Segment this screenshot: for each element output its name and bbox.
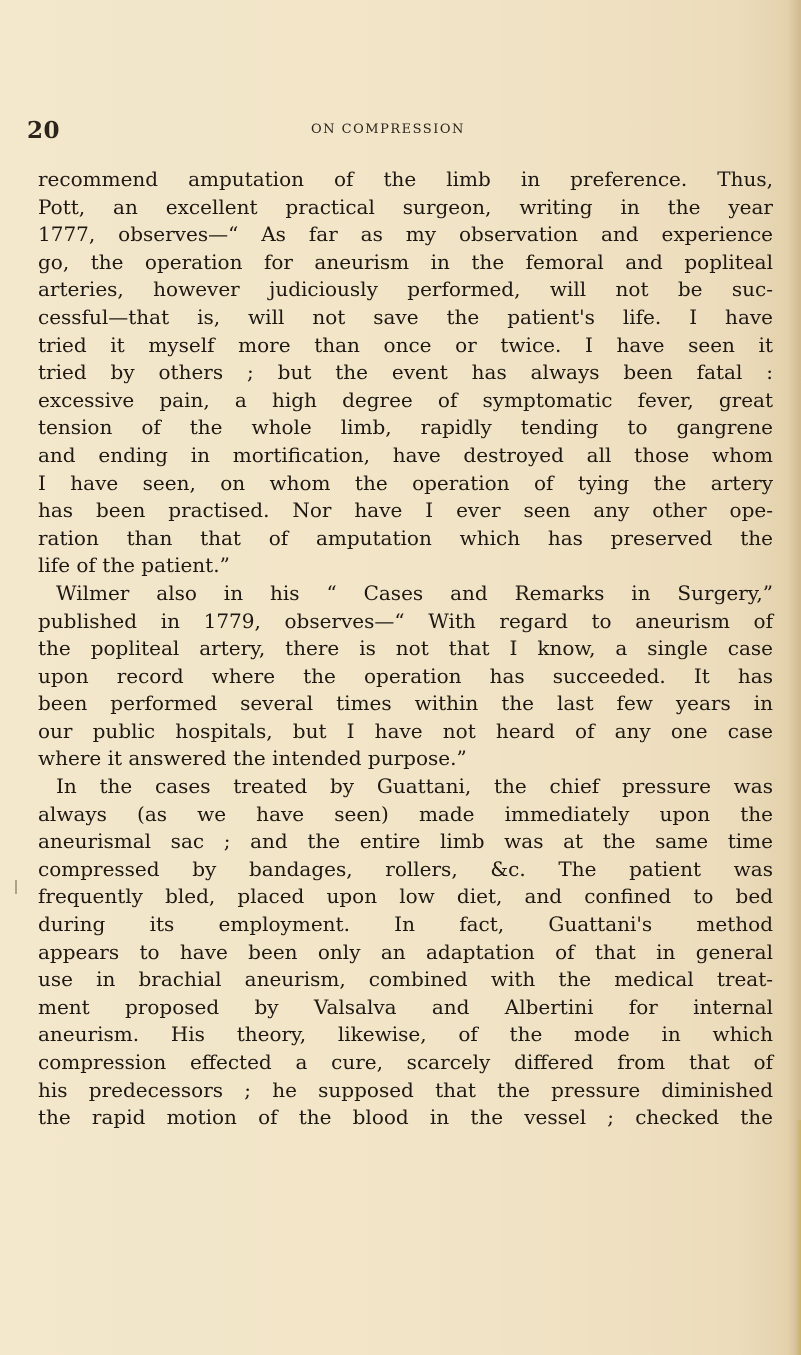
text-line: arteries, however judiciously performed, will not be suc- <box>38 277 773 302</box>
text-line: cessful—that is, will not save the patient's life. I have <box>38 304 773 329</box>
page-header <box>0 117 801 144</box>
page-edge-stain <box>795 1120 801 1355</box>
text-line: life of the patient.” <box>38 553 230 578</box>
text-line: has been practised. Nor have I ever seen any other ope- <box>38 498 773 523</box>
text-line: during its employment. In fact, Guattani's method <box>38 912 773 937</box>
text-line: been performed several times within the last few years in <box>38 691 773 716</box>
text-line: use in brachial aneurism, combined with the medical treat- <box>38 967 773 992</box>
margin-mark <box>15 880 17 894</box>
text-line: the rapid motion of the blood in the vessel ; checked the <box>38 1105 773 1130</box>
text-line: always (as we have seen) made immediately upon the <box>38 801 773 826</box>
text-line: Wilmer also in his “ Cases and Remarks in Surgery,” <box>56 580 773 605</box>
text-line: recommend amputation of the limb in preference. Thus, <box>38 167 773 191</box>
text-line: aneurism. His theory, likewise, of the mode in which <box>38 1022 773 1047</box>
text-line: ration than that of amputation which has preserved the <box>38 525 773 550</box>
text-line: published in 1779, observes—“ With regard to aneurism of <box>38 608 773 633</box>
page-number: 20 <box>27 117 61 144</box>
text-line: compressed by bandages, rollers, &c. The patient was <box>38 856 773 881</box>
text-line: 1777, observes—“ As far as my observation and experience <box>38 222 773 247</box>
text-line: his predecessors ; he supposed that the pressure diminished <box>38 1077 773 1102</box>
text-line: go, the operation for aneurism in the femoral and popliteal <box>38 249 773 274</box>
text-line: and ending in mortification, have destroyed all those whom <box>38 442 773 467</box>
text-line: tension of the whole limb, rapidly tending to gangrene <box>38 415 773 440</box>
text-line: the popliteal artery, there is not that I know, a single case <box>38 636 773 661</box>
text-line: frequently bled, placed upon low diet, and confined to bed <box>38 884 773 909</box>
body-text <box>38 166 773 1132</box>
text-line: ment proposed by Valsalva and Albertini for internal <box>38 994 773 1019</box>
text-line: aneurismal sac ; and the entire limb was at the same time <box>38 829 773 854</box>
text-line: where it answered the intended purpose.” <box>38 746 467 771</box>
text-line: I have seen, on whom the operation of tying the artery <box>38 470 773 495</box>
text-line: excessive pain, a high degree of symptomatic fever, great <box>38 387 773 412</box>
text-line: Pott, an excellent practical surgeon, writing in the year <box>38 194 773 219</box>
text-line: tried by others ; but the event has always been fatal : <box>38 360 773 385</box>
text-line: upon record where the operation has succeeded. It has <box>38 663 773 688</box>
text-line: In the cases treated by Guattani, the chief pressure was <box>56 774 773 799</box>
text-line: appears to have been only an adaptation of that in general <box>38 939 773 964</box>
running-head: ON COMPRESSION <box>311 122 465 137</box>
text-line: compression effected a cure, scarcely differed from that of <box>38 1050 773 1074</box>
text-line: tried it myself more than once or twice. I have seen it <box>38 332 773 357</box>
text-line: our public hospitals, but I have not heard of any one case <box>38 718 773 743</box>
